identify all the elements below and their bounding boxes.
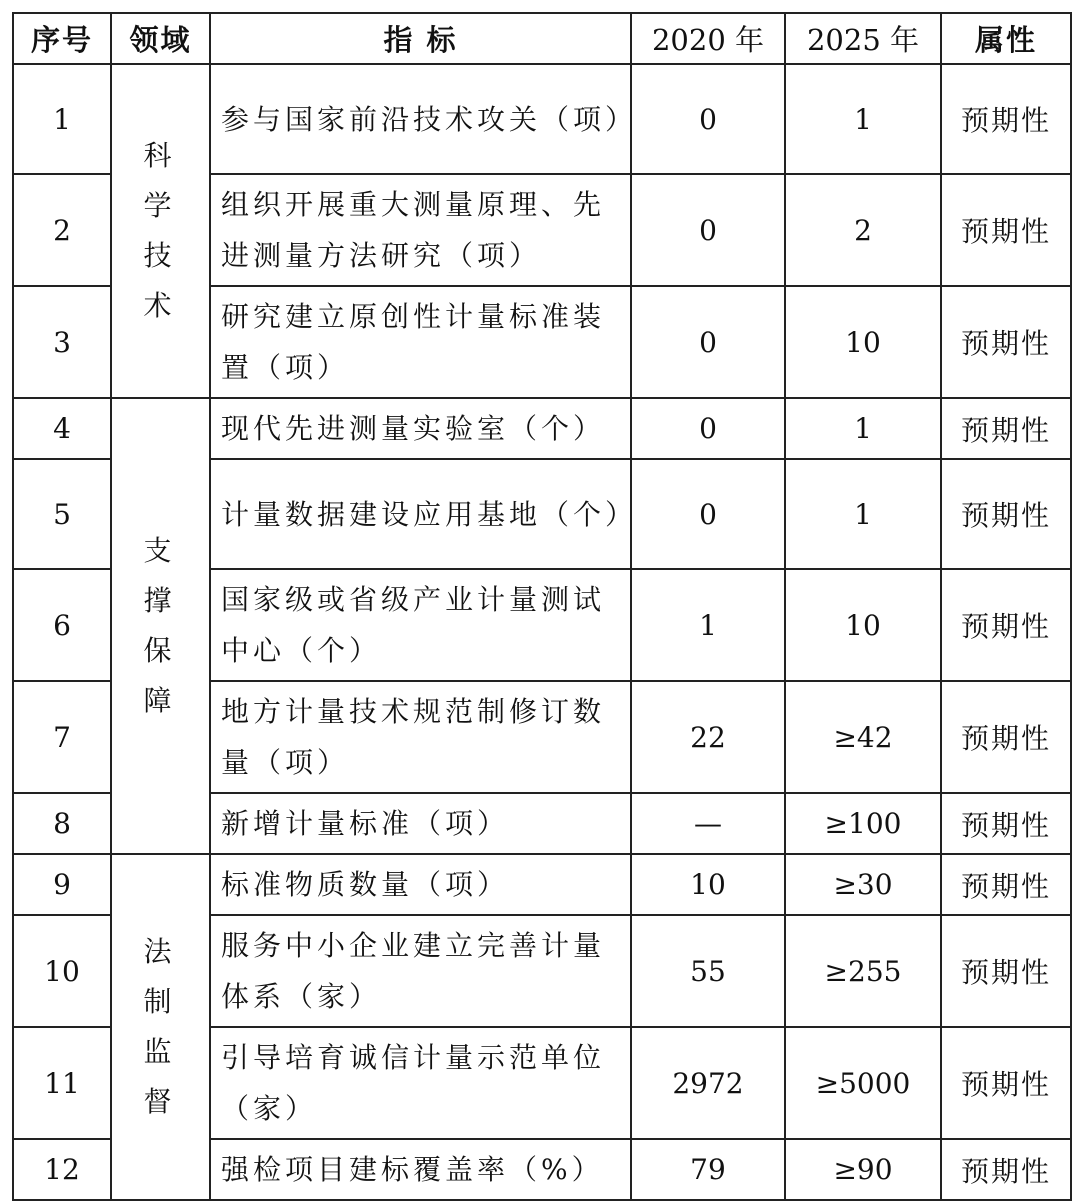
attribute-cell: 预期性	[941, 398, 1071, 459]
value-2025: 10	[785, 569, 941, 681]
value-2020: 0	[631, 286, 785, 398]
row-number: 5	[13, 459, 111, 569]
indicator-cell: 国家级或省级产业计量测试中心（个）	[210, 569, 631, 681]
value-2020: 0	[631, 64, 785, 174]
indicator-table	[12, 12, 1072, 1201]
indicator-cell: 参与国家前沿技术攻关（项）	[210, 64, 631, 174]
indicator-cell: 强检项目建标覆盖率（%）	[210, 1139, 631, 1200]
domain-cell	[111, 398, 210, 854]
value-2020: 2972	[631, 1027, 785, 1139]
value-2025: 1	[785, 398, 941, 459]
value-2025: 1	[785, 64, 941, 174]
value-2020: 55	[631, 915, 785, 1027]
table-row	[13, 64, 1071, 174]
indicator-cell: 计量数据建设应用基地（个）	[210, 459, 631, 569]
value-2025: ≥30	[785, 854, 941, 915]
domain-label: 法制监督	[143, 935, 178, 1118]
attribute-cell: 预期性	[941, 569, 1071, 681]
table-row	[13, 854, 1071, 915]
row-number: 1	[13, 64, 111, 174]
row-number: 4	[13, 398, 111, 459]
attribute-cell: 预期性	[941, 1027, 1071, 1139]
indicator-cell: 地方计量技术规范制修订数量（项）	[210, 681, 631, 793]
value-2020: 0	[631, 459, 785, 569]
table-row	[13, 398, 1071, 459]
row-number: 12	[13, 1139, 111, 1200]
row-number: 9	[13, 854, 111, 915]
attribute-cell: 预期性	[941, 64, 1071, 174]
attribute-cell: 预期性	[941, 854, 1071, 915]
value-2020: 0	[631, 398, 785, 459]
row-number: 8	[13, 793, 111, 854]
indicator-cell: 服务中小企业建立完善计量体系（家）	[210, 915, 631, 1027]
value-2025: ≥90	[785, 1139, 941, 1200]
value-2025: 2	[785, 174, 941, 286]
value-2025: 10	[785, 286, 941, 398]
indicator-cell: 研究建立原创性计量标准装置（项）	[210, 286, 631, 398]
value-2025: ≥255	[785, 915, 941, 1027]
attribute-cell: 预期性	[941, 915, 1071, 1027]
row-number: 10	[13, 915, 111, 1027]
domain-cell	[111, 854, 210, 1200]
attribute-cell: 预期性	[941, 681, 1071, 793]
header-domain: 领域	[111, 13, 210, 64]
indicator-cell: 现代先进测量实验室（个）	[210, 398, 631, 459]
header-indicator: 指 标	[210, 13, 631, 64]
domain-label: 科学技术	[143, 139, 178, 322]
value-2020: 10	[631, 854, 785, 915]
value-2020: 1	[631, 569, 785, 681]
value-2025: ≥5000	[785, 1027, 941, 1139]
row-number: 6	[13, 569, 111, 681]
value-2025: 1	[785, 459, 941, 569]
attribute-cell: 预期性	[941, 459, 1071, 569]
row-number: 3	[13, 286, 111, 398]
domain-label: 支撑保障	[143, 534, 178, 717]
indicator-cell: 标准物质数量（项）	[210, 854, 631, 915]
attribute-cell: 预期性	[941, 793, 1071, 854]
row-number: 11	[13, 1027, 111, 1139]
indicator-cell: 引导培育诚信计量示范单位（家）	[210, 1027, 631, 1139]
header-2025: 2025 年	[785, 13, 941, 64]
attribute-cell: 预期性	[941, 1139, 1071, 1200]
header-attribute: 属性	[941, 13, 1071, 64]
row-number: 2	[13, 174, 111, 286]
indicator-cell: 新增计量标准（项）	[210, 793, 631, 854]
value-2020: 79	[631, 1139, 785, 1200]
header-2020: 2020 年	[631, 13, 785, 64]
value-2020: 0	[631, 174, 785, 286]
indicator-cell: 组织开展重大测量原理、先进测量方法研究（项）	[210, 174, 631, 286]
value-2020: —	[631, 793, 785, 854]
domain-cell	[111, 64, 210, 398]
value-2020: 22	[631, 681, 785, 793]
value-2025: ≥100	[785, 793, 941, 854]
attribute-cell: 预期性	[941, 286, 1071, 398]
value-2025: ≥42	[785, 681, 941, 793]
header-no: 序号	[13, 13, 111, 64]
attribute-cell: 预期性	[941, 174, 1071, 286]
header-row	[13, 13, 1071, 64]
row-number: 7	[13, 681, 111, 793]
